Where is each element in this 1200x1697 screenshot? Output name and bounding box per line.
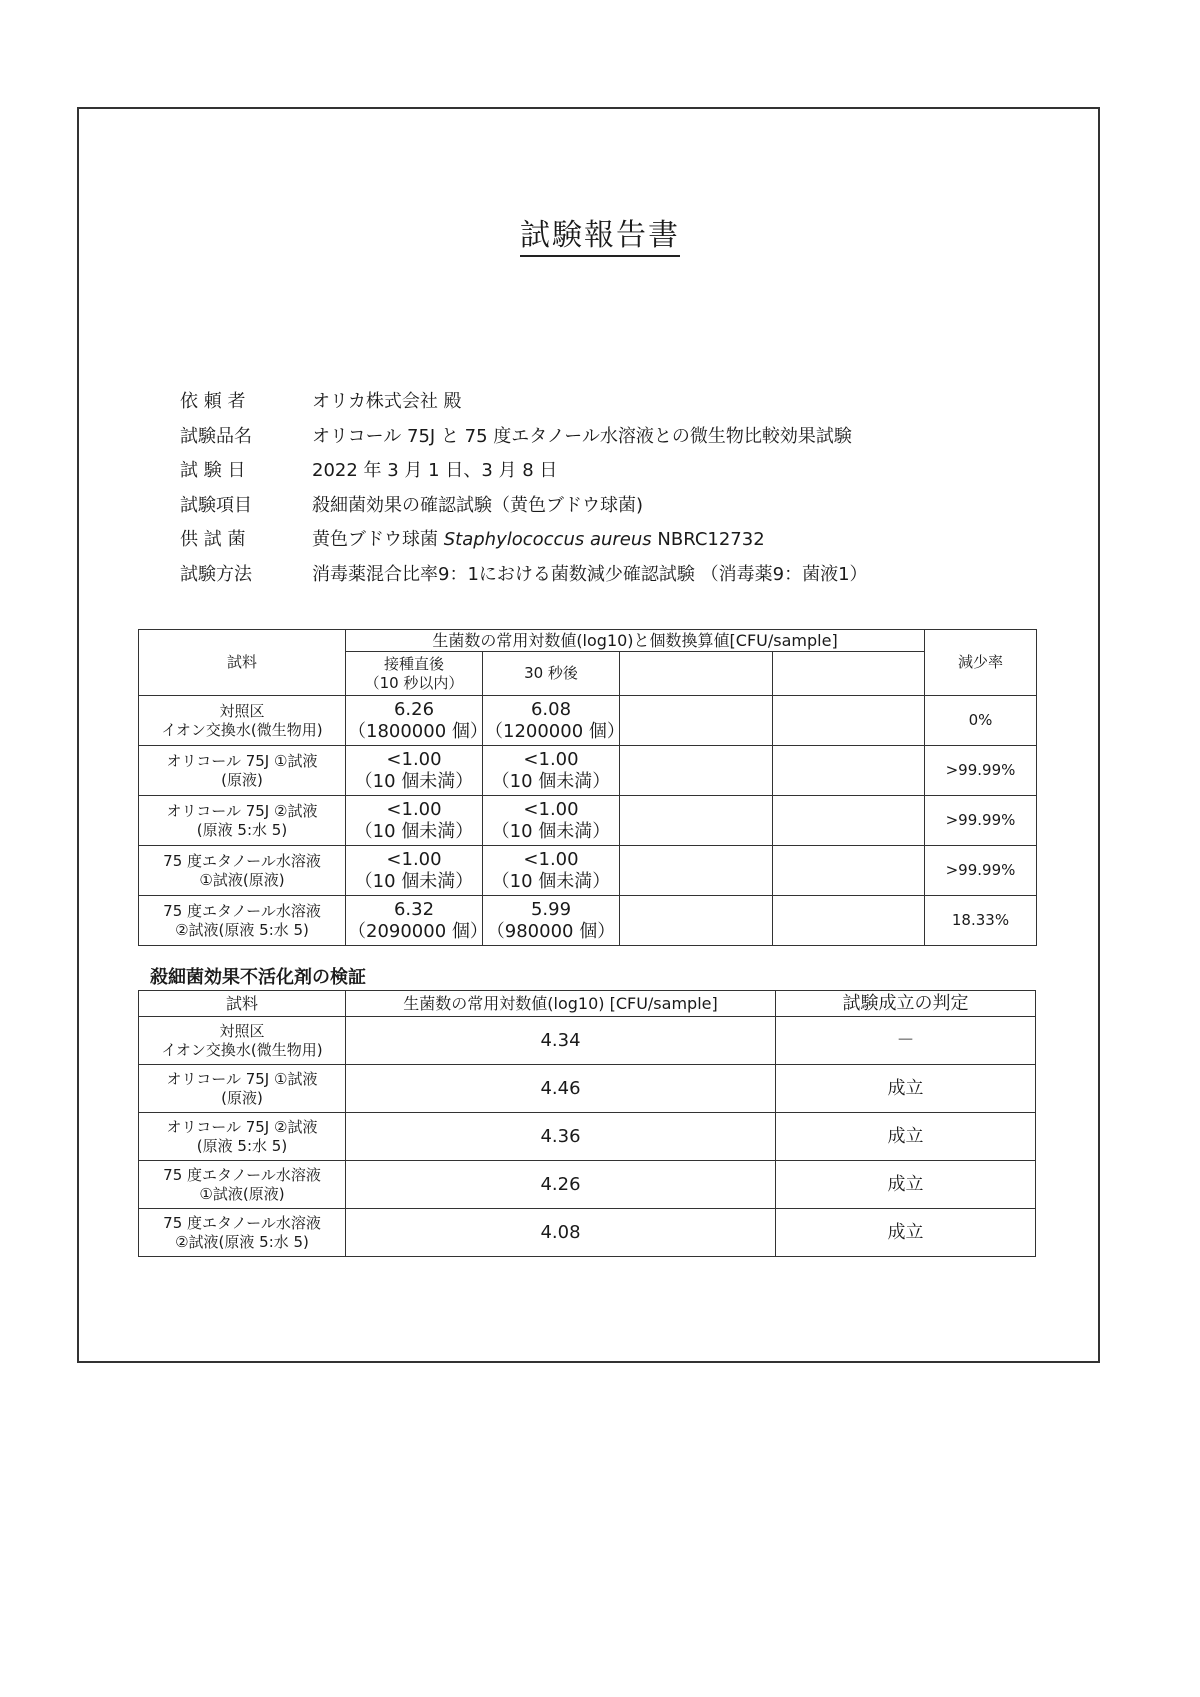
value-cell: <1.00 （10 個未満） — [346, 796, 483, 846]
value-cell: <1.00 （10 個未満） — [483, 846, 620, 896]
judge-cell: － — [776, 1017, 1036, 1065]
value-cell: 4.36 — [346, 1113, 776, 1161]
empty-cell — [773, 746, 925, 796]
value-cell: 4.46 — [346, 1065, 776, 1113]
empty-cell — [773, 796, 925, 846]
value-cell: 5.99 （980000 個） — [483, 896, 620, 946]
header-t30: 30 秒後 — [483, 652, 620, 696]
sample-cell: 対照区 イオン交換水(微生物用) — [139, 696, 346, 746]
sample-cell: 75 度エタノール水溶液 ②試液(原液 5:水 5) — [139, 896, 346, 946]
rate-cell: 18.33% — [925, 896, 1037, 946]
table-row — [139, 696, 1037, 746]
table-row — [139, 1065, 1036, 1113]
info-label: 試験項目 — [180, 494, 252, 516]
table-row — [139, 1113, 1036, 1161]
rate-cell: >99.99% — [925, 746, 1037, 796]
info-value: 殺細菌効果の確認試験（黄色ブドウ球菌) — [312, 494, 644, 516]
table-row — [139, 1209, 1036, 1257]
value-cell: 4.26 — [346, 1161, 776, 1209]
sample-cell: オリコール 75J ①試液 (原液) — [139, 746, 346, 796]
info-label: 依 頼 者 — [180, 391, 246, 413]
bactericidal-table — [138, 629, 1037, 946]
value-cell: 6.08 （1200000 個） — [483, 696, 620, 746]
info-value: 2022 年 3 月 1 日、3 月 8 日 — [312, 460, 558, 482]
table-row — [139, 796, 1037, 846]
info-block — [180, 383, 868, 590]
info-row-client — [180, 383, 868, 418]
value-cell: <1.00 （10 個未満） — [483, 796, 620, 846]
info-label: 試験品名 — [180, 425, 252, 447]
value-cell: 4.34 — [346, 1017, 776, 1065]
table-row — [139, 846, 1037, 896]
value-cell: <1.00 （10 個未満） — [346, 846, 483, 896]
table-header-row — [139, 991, 1036, 1017]
value-cell: 4.08 — [346, 1209, 776, 1257]
judge-cell: 成立 — [776, 1161, 1036, 1209]
header-judge: 試験成立の判定 — [776, 991, 1036, 1017]
table-header-row — [139, 630, 1037, 652]
header-value: 生菌数の常用対数値(log10) [CFU/sample] — [346, 991, 776, 1017]
info-row-strain — [180, 521, 868, 556]
sample-cell: 75 度エタノール水溶液 ①試液(原液) — [139, 1161, 346, 1209]
header-empty — [620, 652, 773, 696]
empty-cell — [620, 796, 773, 846]
strain-code: NBRC12732 — [651, 529, 765, 551]
empty-cell — [620, 746, 773, 796]
info-row-item — [180, 487, 868, 522]
sample-cell: オリコール 75J ②試液 (原液 5:水 5) — [139, 1113, 346, 1161]
empty-cell — [620, 696, 773, 746]
judge-cell: 成立 — [776, 1209, 1036, 1257]
info-row-product — [180, 418, 868, 453]
header-sample: 試料 — [139, 630, 346, 696]
info-label: 試験方法 — [180, 563, 252, 585]
empty-cell — [620, 846, 773, 896]
table-row — [139, 1017, 1036, 1065]
strain-latin: Staphylococcus aureus — [443, 529, 652, 551]
value-cell: <1.00 （10 個未満） — [346, 746, 483, 796]
header-empty — [773, 652, 925, 696]
info-value: オリカ株式会社 殿 — [312, 391, 462, 413]
judge-cell: 成立 — [776, 1113, 1036, 1161]
info-label: 供 試 菌 — [180, 529, 246, 551]
info-value: 消毒薬混合比率9：1における菌数減少確認試験 （消毒薬9：菌液1） — [312, 563, 868, 585]
table-row — [139, 896, 1037, 946]
header-rate: 減少率 — [925, 630, 1037, 696]
sample-cell: 75 度エタノール水溶液 ①試液(原液) — [139, 846, 346, 896]
value-cell: 6.32 （2090000 個） — [346, 896, 483, 946]
header-group: 生菌数の常用対数値(log10)と個数換算値[CFU/sample] — [346, 630, 925, 652]
info-label: 試 験 日 — [180, 460, 246, 482]
sample-cell: 75 度エタノール水溶液 ②試液(原液 5:水 5) — [139, 1209, 346, 1257]
sample-cell: オリコール 75J ①試液 (原液) — [139, 1065, 346, 1113]
value-cell: 6.26 （1800000 個） — [346, 696, 483, 746]
sample-cell: オリコール 75J ②試液 (原液 5:水 5) — [139, 796, 346, 846]
empty-cell — [773, 696, 925, 746]
table-row — [139, 746, 1037, 796]
header-sample: 試料 — [139, 991, 346, 1017]
table-row — [139, 1161, 1036, 1209]
value-cell: <1.00 （10 個未満） — [483, 746, 620, 796]
empty-cell — [773, 846, 925, 896]
rate-cell: >99.99% — [925, 846, 1037, 896]
judge-cell: 成立 — [776, 1065, 1036, 1113]
rate-cell: 0% — [925, 696, 1037, 746]
info-row-method — [180, 556, 868, 591]
strain-jp: 黄色ブドウ球菌 — [312, 529, 444, 551]
report-title: 試験報告書 — [0, 210, 1200, 254]
sample-cell: 対照区 イオン交換水(微生物用) — [139, 1017, 346, 1065]
rate-cell: >99.99% — [925, 796, 1037, 846]
info-value — [312, 525, 765, 551]
info-value: オリコール 75J と 75 度エタノール水溶液との微生物比較効果試験 — [312, 425, 852, 447]
empty-cell — [620, 896, 773, 946]
header-t0: 接種直後 （10 秒以内） — [346, 652, 483, 696]
section-title: 殺細菌効果不活化剤の検証 — [150, 967, 366, 988]
empty-cell — [773, 896, 925, 946]
neutralizer-table — [138, 990, 1036, 1257]
info-row-date — [180, 452, 868, 487]
